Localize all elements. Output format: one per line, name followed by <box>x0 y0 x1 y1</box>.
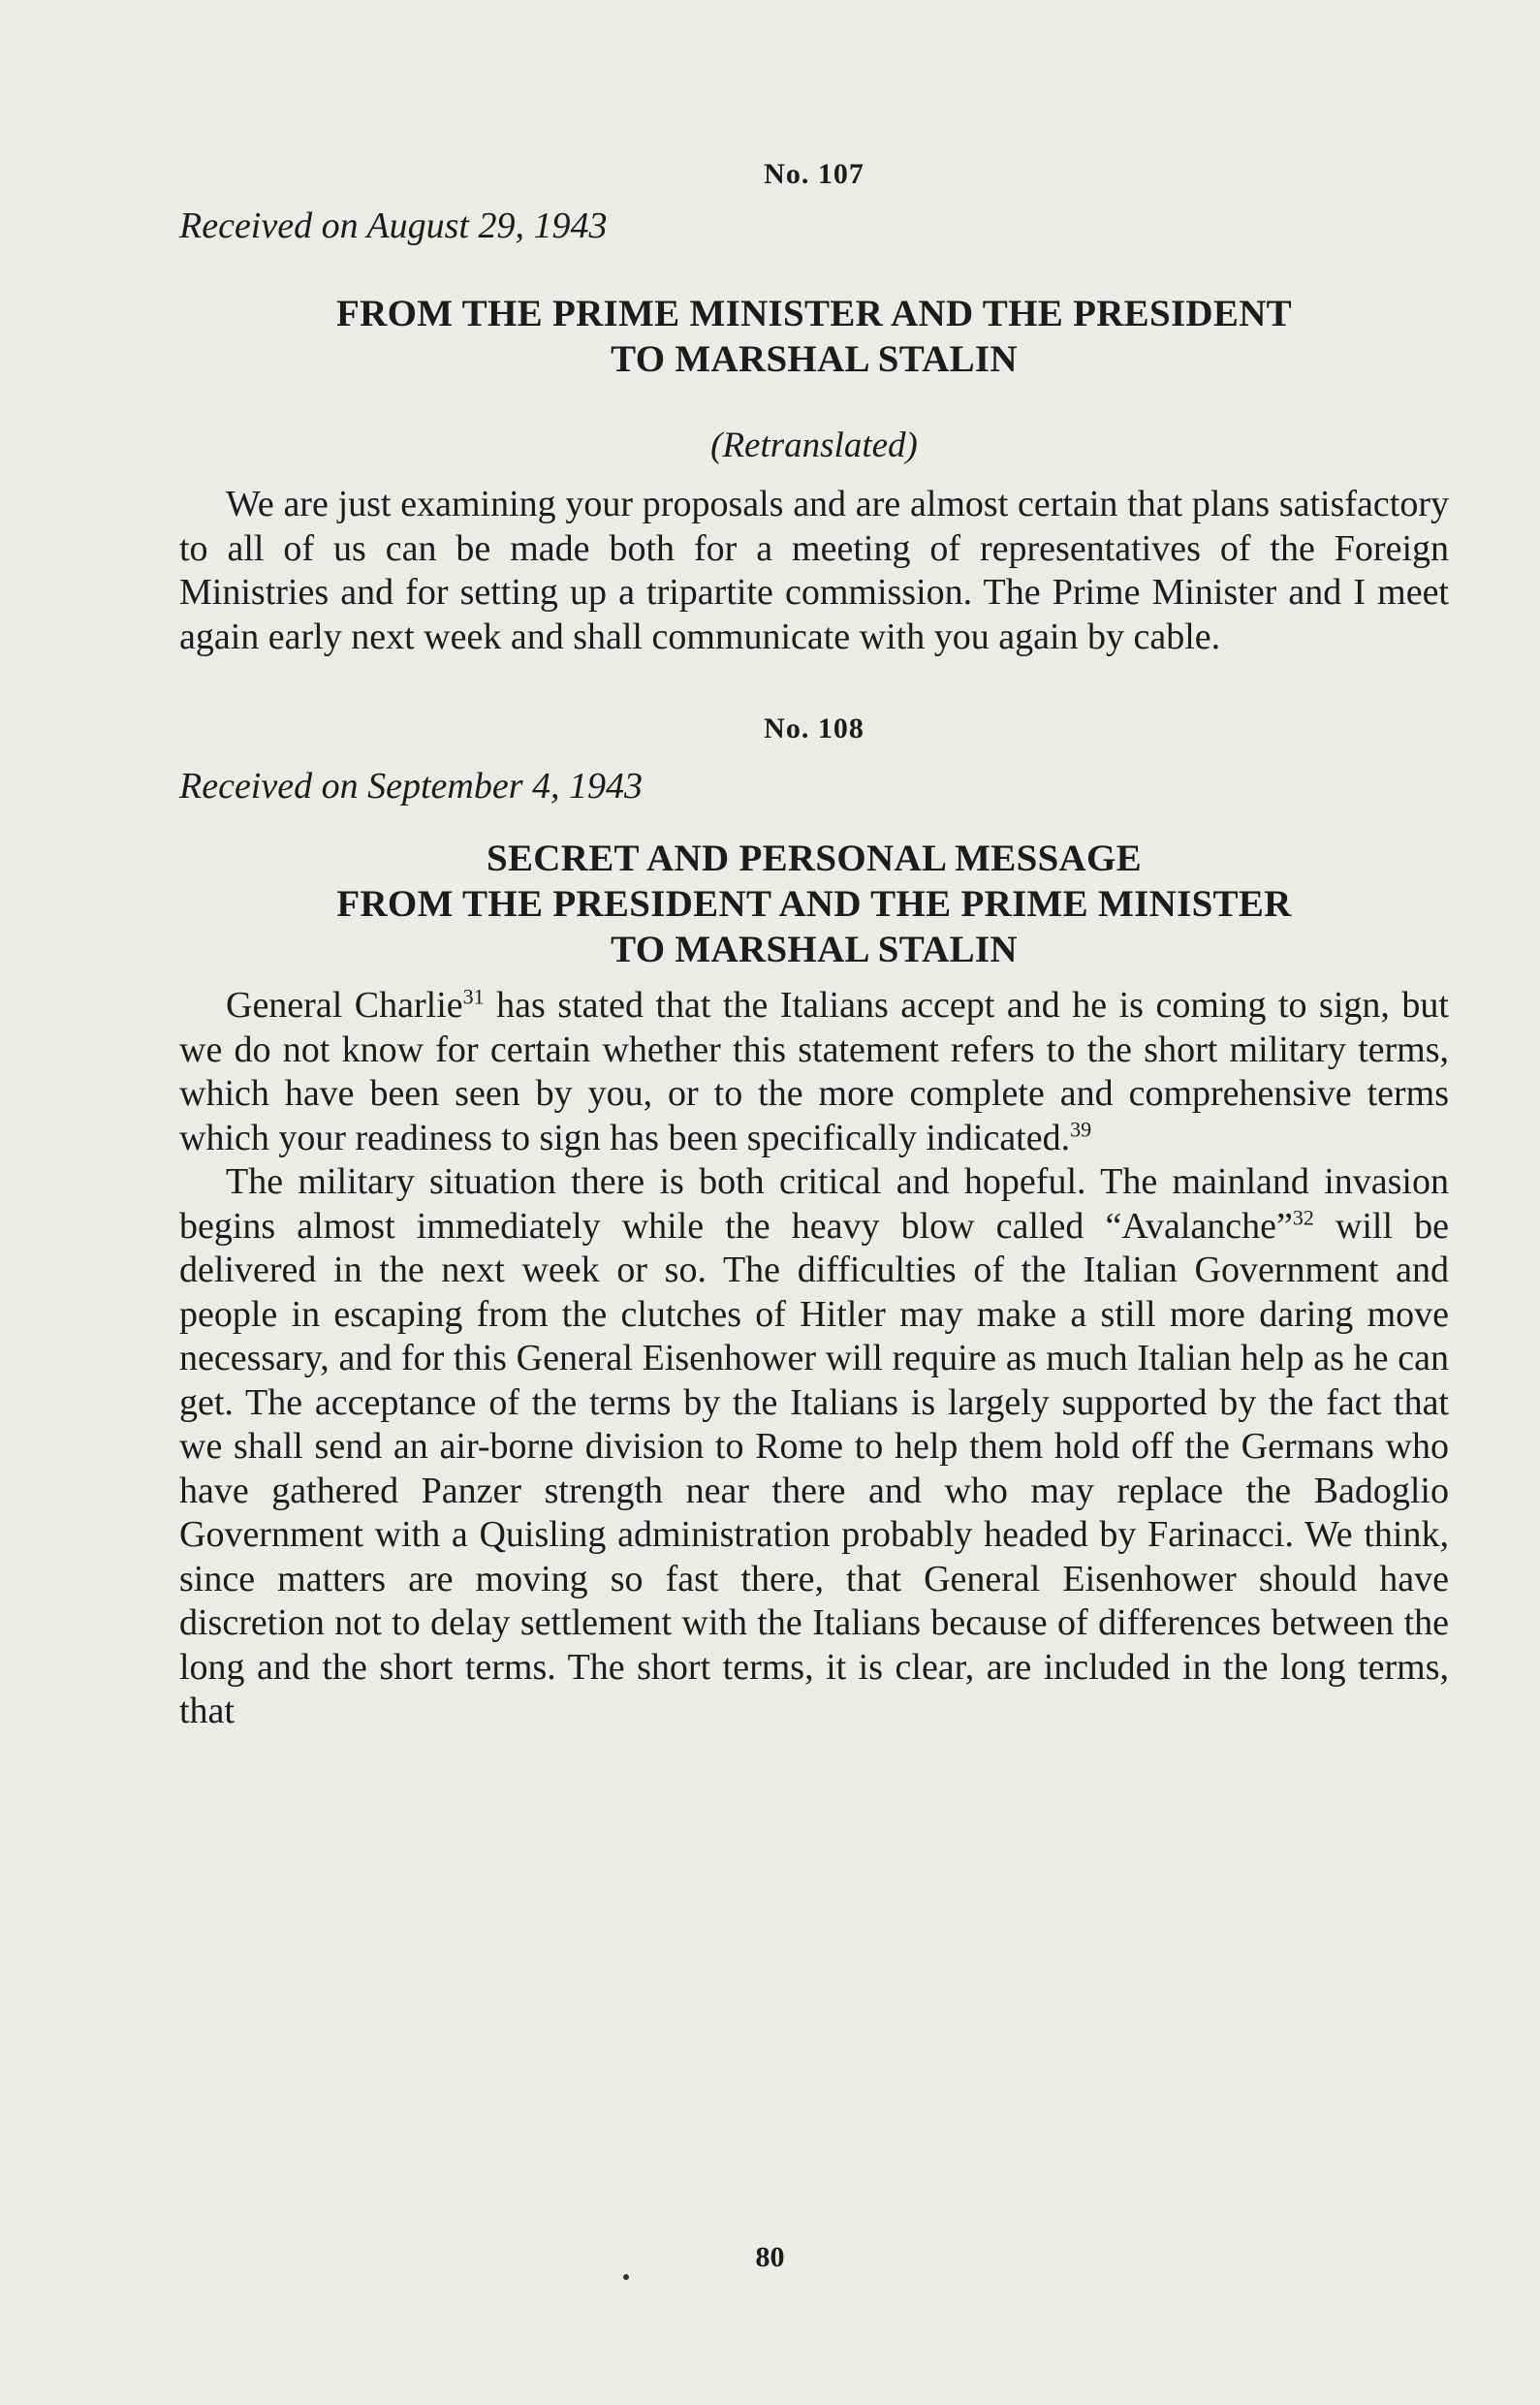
received-date-107: Received on August 29, 1943 <box>179 206 608 246</box>
message-107-body: We are just examining your proposals and are almost certain that plans satisfactory to all of us can be made both for a meeting of representatives of the Foreign Ministries and for setting up a tripartite commission. The Prime Minister and I meet again early next week and shall communicate with you again by cable. <box>179 484 1449 657</box>
heading-108-line3: TO MARSHAL STALIN <box>611 929 1018 970</box>
para2-text-a: The military situation there is both critical and hopeful. The mainland invasion begins almost immediately while the heavy blow called “Avalanche” <box>179 1161 1449 1247</box>
retranslated-note: (Retranslated) <box>710 426 918 465</box>
received-date-108: Received on September 4, 1943 <box>179 766 643 807</box>
doc-number-107: No. 107 <box>764 158 864 190</box>
para2-text-b: will be delivered in the next week or so. The difficulties of the Italian Government and people in escaping from the clutches of Hitler may make a still more daring move necessary, and for this General Eisenhower will require as much Italian help as he can get. The acceptance of the terms by the Italians is largely supported by the fact that we shall send an air-borne division to Rome to help them hold off the Germans who have gathered Panzer strength near there and who may replace the Badoglio Government with a Quisling administration probably headed by Farinacci. We think, since matters are moving so fast there, that General Eisenhower should have discretion not to delay settlement with the Italians because of differences between the long and the short terms. The short terms, it is clear, are included in the long terms, that <box>179 1205 1449 1731</box>
footnote-ref-32: 32 <box>1292 1204 1314 1229</box>
footnote-ref-39: 39 <box>1070 1116 1092 1141</box>
page-content <box>179 155 1449 1734</box>
message-108-paragraph-1 <box>179 984 1449 1160</box>
heading-107-line1: FROM THE PRIME MINISTER AND THE PRESIDENT <box>335 293 1292 334</box>
heading-108-line2: FROM THE PRESIDENT AND THE PRIME MINISTER <box>336 883 1292 925</box>
doc-number-108: No. 108 <box>764 712 864 744</box>
para1-text-b: has stated that the Italians accept and he is coming to sign, but we do not know for certain whether this statement refers to the short military terms, which have been seen by you, or to the more complete and comprehensive terms which your readiness to sign has been specifically indicated. <box>179 985 1449 1158</box>
print-speck <box>623 2274 629 2280</box>
heading-107-line2: TO MARSHAL STALIN <box>611 338 1018 380</box>
para1-text-a: General Charlie <box>226 985 463 1026</box>
page-number: 80 <box>755 2241 785 2273</box>
footnote-ref-31: 31 <box>462 984 485 1009</box>
heading-108-line1: SECRET AND PERSONAL MESSAGE <box>487 838 1142 879</box>
message-108-paragraph-2 <box>179 1160 1449 1734</box>
